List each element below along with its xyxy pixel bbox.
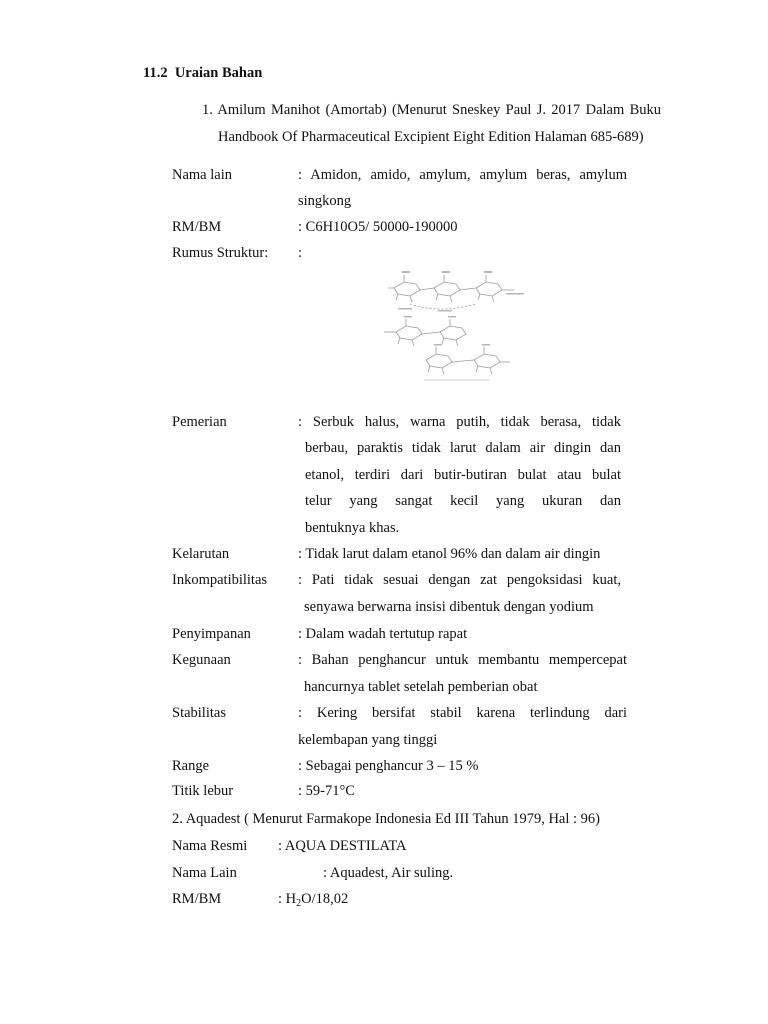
- kegunaan-value-line1: : Bahan penghancur untuk membantu mempercepat: [298, 652, 627, 668]
- rmbm2-prefix: : H: [278, 891, 297, 907]
- stabilitas-label: Stabilitas: [172, 705, 226, 721]
- rmbm-label: RM/BM: [172, 219, 222, 235]
- penyimpanan-value: : Dalam wadah tertutup rapat: [298, 626, 468, 642]
- pemerian-line2: berbau, paraktis tidak larut dalam air dingin dan: [305, 440, 621, 456]
- nama-lain-value-line2: singkong: [298, 193, 352, 209]
- range-value: : Sebagai penghancur 3 – 15 %: [298, 758, 479, 774]
- rmbm2-suffix: O/18,02: [301, 891, 349, 907]
- item1-heading-line1: 1. Amilum Manihot (Amortab) (Menurut Sneskey Paul J. 2017 Dalam Buku: [202, 102, 661, 118]
- inkompatibilitas-value-line2: senyawa berwarna insisi dibentuk dengan yodium: [304, 599, 594, 615]
- penyimpanan-label: Penyimpanan: [172, 626, 251, 642]
- titik-lebur-value: : 59-71°C: [298, 783, 355, 799]
- pemerian-line3: etanol, terdiri dari butir-butiran bulat atau bulat: [305, 467, 621, 483]
- nama-resmi-label: Nama Resmi: [172, 838, 248, 854]
- nama-lain2-label: Nama Lain: [172, 865, 237, 881]
- pemerian-line5: bentuknya khas.: [305, 520, 400, 536]
- rumus-struktur-label: Rumus Struktur:: [172, 245, 269, 261]
- inkompatibilitas-label: Inkompatibilitas: [172, 572, 268, 588]
- item2-heading: 2. Aquadest ( Menurut Farmakope Indonesia Ed III Tahun 1979, Hal : 96): [172, 811, 600, 827]
- kelarutan-value: : Tidak larut dalam etanol 96% dan dalam air dingin: [298, 546, 601, 562]
- inkompatibilitas-value-line1: : Pati tidak sesuai dengan zat pengoksidasi kuat,: [298, 572, 621, 588]
- stabilitas-value-line2: kelembapan yang tinggi: [298, 732, 438, 748]
- pemerian-line4: telur yang sangat kecil yang ukuran dan: [305, 493, 621, 509]
- stabilitas-value-line1: : Kering bersifat stabil karena terlindung dari: [298, 705, 627, 721]
- kegunaan-value-line2: hancurnya tablet setelah pemberian obat: [304, 679, 538, 695]
- kegunaan-label: Kegunaan: [172, 652, 231, 668]
- nama-resmi-value: : AQUA DESTILATA: [278, 838, 407, 854]
- pemerian-line1: : Serbuk halus, warna putih, tidak berasa, tidak: [298, 414, 621, 430]
- rumus-struktur-colon: :: [298, 245, 303, 261]
- section-heading: [143, 64, 262, 82]
- nama-lain-value-line1: : Amidon, amido, amylum, amylum beras, amylum: [298, 167, 627, 183]
- section-title: Uraian Bahan: [174, 65, 263, 81]
- rmbm-value: : C6H10O5/ 50000-190000: [298, 219, 458, 235]
- titik-lebur-label: Titik lebur: [172, 783, 234, 799]
- nama-lain2-value: : Aquadest, Air suling.: [323, 865, 454, 881]
- rmbm2-label: RM/BM: [172, 891, 222, 907]
- item1-heading-line2: Handbook Of Pharmaceutical Excipient Eight Edition Halaman 685-689): [218, 129, 644, 145]
- pemerian-label: Pemerian: [172, 414, 227, 430]
- section-number: 11.2: [143, 65, 168, 81]
- rmbm2-subscript: 2: [296, 898, 302, 909]
- rmbm2-value: [278, 890, 348, 908]
- kelarutan-label: Kelarutan: [172, 546, 230, 562]
- starch-structure-image: [380, 266, 530, 386]
- range-label: Range: [172, 758, 210, 774]
- nama-lain-label: Nama lain: [172, 167, 232, 183]
